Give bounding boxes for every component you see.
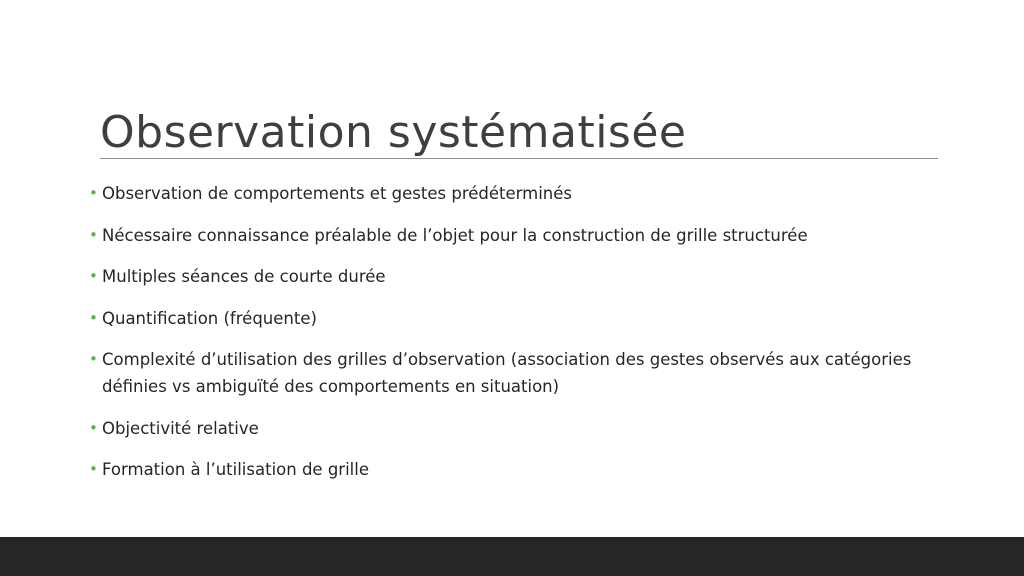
bullet-text: Nécessaire connaissance préalable de l’objet pour la construction de grille structurée: [102, 225, 808, 245]
bullet-text: Quantification (fréquente): [102, 308, 317, 328]
bullet-text: Observation de comportements et gestes prédéterminés: [102, 184, 572, 203]
bullet-text: Objectivité relative: [102, 418, 259, 438]
bullet-text: Formation à l’utilisation de grille: [102, 460, 369, 479]
title-divider: [100, 158, 938, 159]
bullet-list: [90, 180, 950, 498]
bullet-dot-icon: •: [89, 225, 98, 244]
bullet-dot-icon: •: [89, 267, 98, 285]
bullet-item: [90, 180, 950, 207]
bullet-item: [90, 263, 950, 290]
bullet-item: [90, 415, 950, 442]
bullet-item: [90, 222, 950, 249]
bullet-item: [90, 305, 950, 332]
bullet-text: Complexité d’utilisation des grilles d’observation (association des gestes observés aux catégories définies vs ambiguïté des comportements en situation): [102, 350, 912, 396]
footer-bar: [0, 537, 1024, 576]
bullet-item: [90, 456, 950, 483]
bullet-dot-icon: •: [89, 418, 98, 437]
bullet-dot-icon: •: [89, 308, 98, 327]
bullet-dot-icon: •: [89, 350, 98, 368]
slide-title: Observation systématisée: [100, 107, 687, 159]
bullet-text: Multiples séances de courte durée: [102, 267, 386, 286]
bullet-item: [90, 346, 950, 400]
bullet-dot-icon: •: [89, 460, 98, 478]
bullet-dot-icon: •: [89, 184, 98, 202]
